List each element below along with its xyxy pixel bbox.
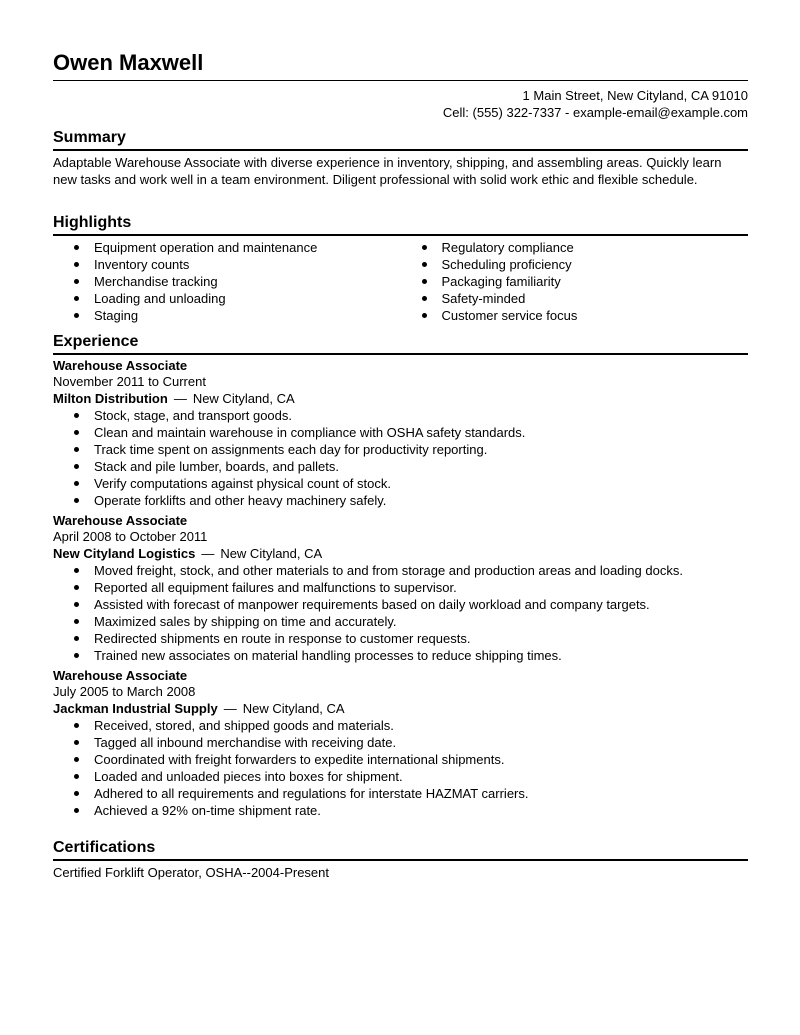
company-location: New Cityland, CA bbox=[220, 546, 323, 561]
duty-item: Adhered to all requirements and regulations for interstate HAZMAT carriers. bbox=[53, 785, 748, 802]
duty-item: Moved freight, stock, and other materials to and from storage and production areas and loading docks. bbox=[53, 562, 748, 579]
highlights-section bbox=[53, 213, 748, 324]
duty-item: Coordinated with freight forwarders to expedite international shipments. bbox=[53, 751, 748, 768]
highlight-item: Customer service focus bbox=[401, 307, 749, 324]
duty-item: Trained new associates on material handling processes to reduce shipping times. bbox=[53, 647, 748, 664]
header-divider bbox=[53, 80, 748, 81]
duty-item: Received, stored, and shipped goods and materials. bbox=[53, 717, 748, 734]
job-dates: November 2011 to Current bbox=[53, 374, 206, 389]
job-title: Warehouse Associate bbox=[53, 513, 188, 528]
job-duties-list bbox=[53, 407, 748, 509]
highlight-item: Inventory counts bbox=[53, 256, 401, 273]
job-dates: July 2005 to March 2008 bbox=[53, 684, 196, 699]
duty-item: Operate forklifts and other heavy machinery safely. bbox=[53, 492, 748, 509]
job-company-line bbox=[53, 700, 748, 717]
job-duties-list bbox=[53, 562, 748, 664]
duty-item: Stock, stage, and transport goods. bbox=[53, 407, 748, 424]
duty-item: Stack and pile lumber, boards, and pallets. bbox=[53, 458, 748, 475]
highlights-left-list bbox=[53, 239, 401, 324]
separator-dash: — bbox=[201, 546, 215, 561]
highlight-item: Merchandise tracking bbox=[53, 273, 401, 290]
highlight-item: Scheduling proficiency bbox=[401, 256, 749, 273]
job-company-line bbox=[53, 545, 748, 562]
certifications-section bbox=[53, 838, 748, 881]
duty-item: Achieved a 92% on-time shipment rate. bbox=[53, 802, 748, 819]
duty-item: Assisted with forecast of manpower requirements based on daily workload and company targets. bbox=[53, 596, 748, 613]
job-entry bbox=[53, 668, 748, 819]
certification-text: Certified Forklift Operator, OSHA--2004-Present bbox=[53, 865, 329, 880]
duty-item: Verify computations against physical count of stock. bbox=[53, 475, 748, 492]
highlight-item: Packaging familiarity bbox=[401, 273, 749, 290]
highlight-item: Equipment operation and maintenance bbox=[53, 239, 401, 256]
experience-section bbox=[53, 332, 748, 819]
phone-email-line: Cell: (555) 322-7337 - example-email@example.com bbox=[442, 105, 748, 120]
duty-item: Maximized sales by shipping on time and accurately. bbox=[53, 613, 748, 630]
highlight-item: Staging bbox=[53, 307, 401, 324]
job-entry bbox=[53, 513, 748, 664]
highlights-columns bbox=[53, 239, 748, 324]
duty-item: Redirected shipments en route in response to customer requests. bbox=[53, 630, 748, 647]
company-location: New Cityland, CA bbox=[242, 701, 345, 716]
highlights-heading: Highlights bbox=[53, 213, 748, 236]
job-dates: April 2008 to October 2011 bbox=[53, 529, 208, 544]
job-duties-list bbox=[53, 717, 748, 819]
summary-heading: Summary bbox=[53, 128, 748, 151]
company-name: Jackman Industrial Supply bbox=[53, 701, 218, 716]
separator-dash: — bbox=[173, 391, 187, 406]
highlight-item: Regulatory compliance bbox=[401, 239, 749, 256]
address-line: 1 Main Street, New Cityland, CA 91010 bbox=[522, 88, 748, 103]
job-title: Warehouse Associate bbox=[53, 668, 188, 683]
company-name: Milton Distribution bbox=[53, 391, 168, 406]
highlight-item: Loading and unloading bbox=[53, 290, 401, 307]
separator-dash: — bbox=[223, 701, 237, 716]
duty-item: Track time spent on assignments each day for productivity reporting. bbox=[53, 441, 748, 458]
duty-item: Tagged all inbound merchandise with receiving date. bbox=[53, 734, 748, 751]
experience-heading: Experience bbox=[53, 332, 748, 355]
summary-text: Adaptable Warehouse Associate with diverse experience in inventory, shipping, and assembling areas. Quickly learn new tasks and work well in a team environment. Diligent professional with solid work ethic and flexible schedule. bbox=[53, 155, 722, 187]
certifications-heading: Certifications bbox=[53, 838, 748, 861]
duty-item: Loaded and unloaded pieces into boxes for shipment. bbox=[53, 768, 748, 785]
contact-block bbox=[443, 87, 748, 121]
company-location: New Cityland, CA bbox=[192, 391, 295, 406]
job-entry bbox=[53, 358, 748, 509]
company-name: New Cityland Logistics bbox=[53, 546, 196, 561]
candidate-name: Owen Maxwell bbox=[53, 50, 204, 75]
job-company-line bbox=[53, 390, 748, 407]
duty-item: Clean and maintain warehouse in compliance with OSHA safety standards. bbox=[53, 424, 748, 441]
summary-section bbox=[53, 128, 748, 188]
highlight-item: Safety-minded bbox=[401, 290, 749, 307]
highlights-right-list bbox=[401, 239, 749, 324]
job-title: Warehouse Associate bbox=[53, 358, 188, 373]
duty-item: Reported all equipment failures and malfunctions to supervisor. bbox=[53, 579, 748, 596]
